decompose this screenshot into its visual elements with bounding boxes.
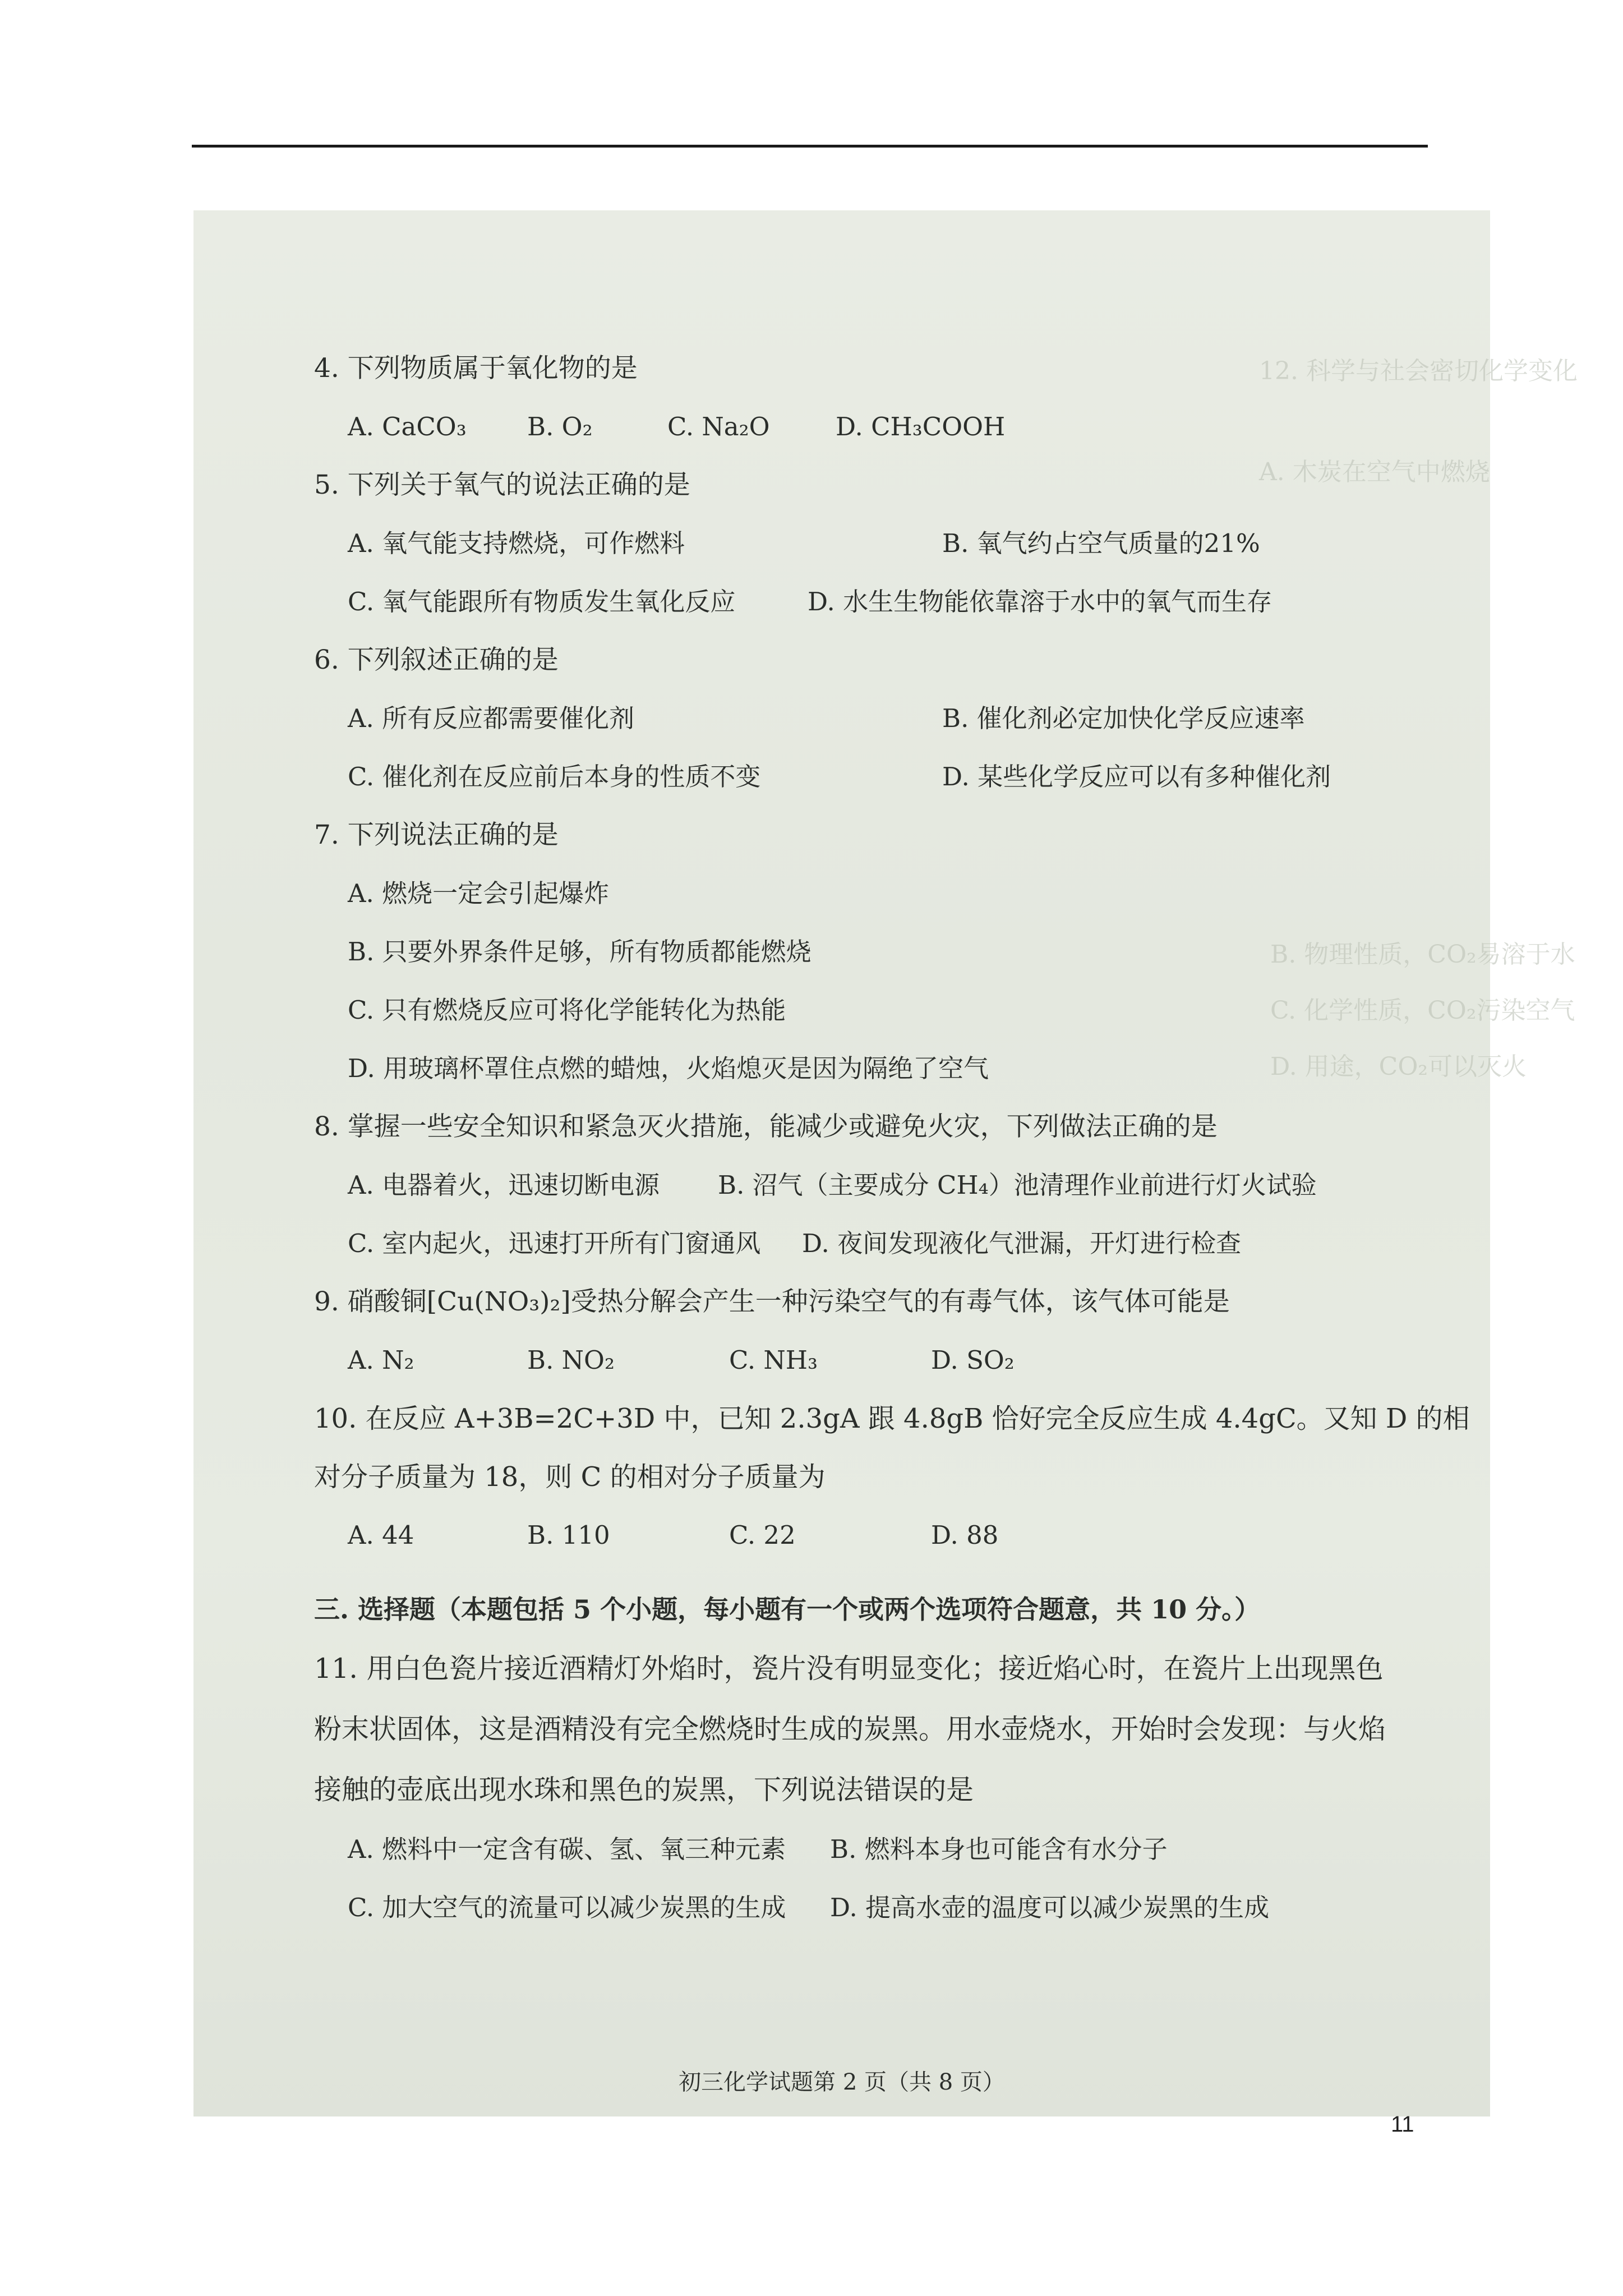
bleed-through-text: C. 化学性质，CO₂污染空气 (1270, 996, 1575, 1025)
option-b: B. NO₂ (527, 1345, 615, 1375)
page-number: 11 (1391, 2112, 1414, 2137)
option-d: D. 用玻璃杯罩住点燃的蜡烛，火焰熄灭是因为隔绝了空气 (348, 1053, 989, 1083)
option-a: A. CaCO₃ (348, 412, 467, 441)
question-8-options-row2 (314, 1214, 1464, 1273)
bleed-through-text: 12. 科学与社会密切化学变化 (1259, 357, 1578, 385)
question-4-options (314, 398, 1464, 456)
option-b: B. 燃料本身也可能含有水分子 (830, 1834, 1168, 1864)
question-11-options-row1 (314, 1820, 1464, 1879)
question-8-stem: 8. 掌握一些安全知识和紧急灭火措施，能减少或避免火灾，下列做法正确的是 (314, 1111, 1218, 1142)
option-b: B. 只要外界条件足够，所有物质都能燃烧 (348, 937, 811, 967)
question-8-options-row1 (314, 1156, 1464, 1214)
header-rule (192, 145, 1428, 148)
scanned-exam-page (193, 210, 1578, 2116)
option-a: A. N₂ (348, 1345, 414, 1375)
question-content (314, 339, 1470, 1937)
option-c: C. NH₃ (729, 1345, 818, 1375)
question-5-options-row2 (314, 573, 1464, 631)
option-a: A. 燃料中一定含有碳、氢、氧三种元素 (348, 1834, 786, 1864)
option-b: B. 催化剂必定加快化学反应速率 (942, 703, 1305, 733)
question-4-stem: 4. 下列物质属于氧化物的是 (314, 353, 638, 384)
option-d: D. 88 (931, 1520, 999, 1550)
bleed-through-text: D. 用途，CO₂可以灭火 (1270, 1052, 1527, 1081)
option-c: C. 只有燃烧反应可将化学能转化为热能 (348, 995, 786, 1025)
option-c: C. 氧气能跟所有物质发生氧化反应 (348, 587, 736, 616)
section-3-title: 三. 选择题（本题包括 5 个小题，每小题有一个或两个选项符合题意，共 10 分。） (314, 1594, 1261, 1625)
option-c: C. 催化剂在反应前后本身的性质不变 (348, 762, 761, 792)
question-6-options-row1 (314, 689, 1464, 748)
option-c: C. 加大空气的流量可以减少炭黑的生成 (348, 1893, 786, 1922)
question-9-stem: 9. 硝酸铜[Cu(NO₃)₂]受热分解会产生一种污染空气的有毒气体，该气体可能是 (314, 1286, 1230, 1317)
option-b: B. 沼气（主要成分 CH₄）池清理作业前进行灯火试验 (718, 1170, 1317, 1200)
question-10-stem-line2: 对分子质量为 18，则 C 的相对分子质量为 (314, 1461, 826, 1493)
option-d: D. 夜间发现液化气泄漏，开灯进行检查 (802, 1228, 1242, 1258)
question-11-line1: 11. 用白色瓷片接近酒精灯外焰时，瓷片没有明显变化；接近焰心时，在瓷片上出现黑色 (314, 1653, 1384, 1685)
option-a: A. 44 (348, 1520, 414, 1550)
question-7-stem: 7. 下列说法正确的是 (314, 820, 559, 850)
option-b: B. 110 (527, 1520, 610, 1550)
question-9-options (314, 1331, 1464, 1389)
question-5-options-row1 (314, 514, 1464, 573)
option-d: D. SO₂ (931, 1345, 1015, 1375)
option-a: A. 所有反应都需要催化剂 (348, 703, 635, 733)
question-11-line2: 粉末状固体，这是酒精没有完全燃烧时生成的炭黑。用水壶烧水，开始时会发现：与火焰 (314, 1713, 1386, 1745)
question-11-options-row2 (314, 1879, 1464, 1937)
option-d: D. CH₃COOH (836, 412, 1006, 441)
option-b: B. 氧气约占空气质量的21% (942, 528, 1260, 558)
question-5-stem: 5. 下列关于氧气的说法正确的是 (314, 470, 690, 500)
option-d: D. 提高水壶的温度可以减少炭黑的生成 (830, 1893, 1270, 1922)
option-d: D. 水生生物能依靠溶于水中的氧气而生存 (808, 587, 1272, 616)
question-11-line3: 接触的壶底出现水珠和黑色的炭黑，下列说法错误的是 (314, 1774, 974, 1806)
option-a: A. 燃烧一定会引起爆炸 (348, 878, 610, 908)
option-c: C. Na₂O (667, 412, 770, 441)
option-b: B. O₂ (527, 412, 593, 441)
page-footer: 初三化学试题第 2 页（共 8 页） (679, 2069, 1005, 2095)
option-d: D. 某些化学反应可以有多种催化剂 (942, 762, 1331, 792)
option-a: A. 电器着火，迅速切断电源 (348, 1170, 660, 1200)
option-c: C. 室内起火，迅速打开所有门窗通风 (348, 1228, 761, 1258)
question-6-stem: 6. 下列叙述正确的是 (314, 645, 559, 675)
question-10-stem-line1: 10. 在反应 A+3B=2C+3D 中，已知 2.3gA 跟 4.8gB 恰好完全反应生成 4.4gC。又知 D 的相 (314, 1403, 1470, 1434)
question-10-options (314, 1506, 1464, 1565)
question-6-options-row2 (314, 748, 1464, 806)
bleed-through-text: B. 物理性质，CO₂易溶于水 (1270, 940, 1575, 969)
option-a: A. 氧气能支持燃烧，可作燃料 (348, 528, 685, 558)
option-c: C. 22 (729, 1520, 796, 1550)
bleed-through-text: A. 木炭在空气中燃烧 (1259, 458, 1490, 486)
